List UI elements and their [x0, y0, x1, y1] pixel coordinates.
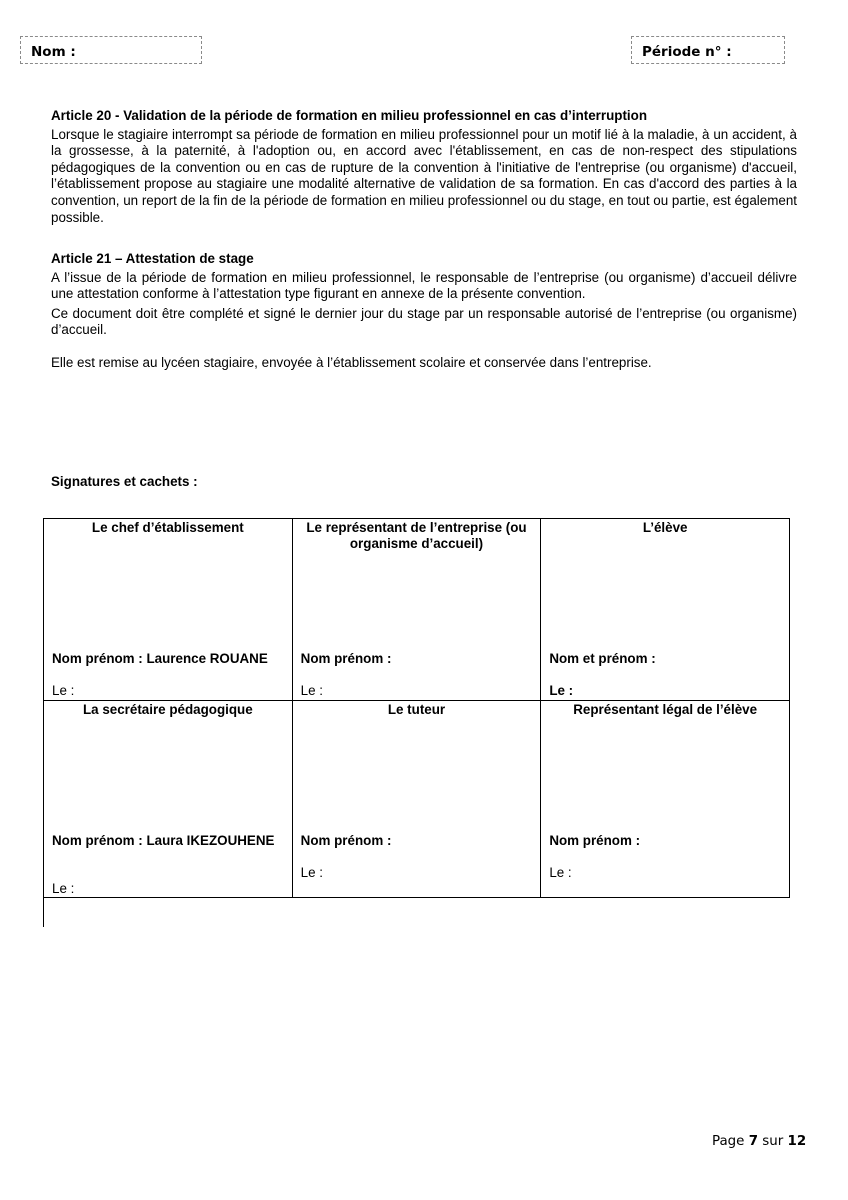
article-21-title: Article 21 – Attestation de stage: [51, 251, 254, 266]
signature-cell-principal[interactable]: [44, 519, 293, 701]
table-divider: [43, 897, 44, 927]
signature-table: [43, 518, 790, 898]
article-21-para-1: A l’issue de la période de formation en milieu professionnel, le responsable de l’entreprise (ou organisme) d’accueil délivre une attestation conforme à l’attestation type figurant en annexe de la présente convention.: [51, 269, 797, 302]
cell-title: Le représentant de l’entreprise (ou organisme d’accueil): [306, 520, 527, 551]
page-label: Page: [712, 1134, 745, 1149]
cell-title: Représentant légal de l’élève: [573, 702, 758, 717]
cell-title: La secrétaire pédagogique: [82, 702, 253, 717]
cell-date-label: Le :: [52, 881, 75, 896]
cell-title: Le tuteur: [387, 702, 446, 717]
article-20-body: Lorsque le stagiaire interrompt sa période de formation en milieu professionnel pour un motif lié à la maladie, à un accident, à la grossesse, à la paternité, à l'adoption ou, en accord avec l'établissement, en cas de non-respect des stipulations pédagogiques de la convention ou en cas de rupture de la convention à l'initiative de l'entreprise (ou organisme) d'accueil, l’établissement propose au stagiaire une modalité alternative de validation de sa formation. En cas d'accord des parties à la convention, un report de la fin de la période de formation en milieu professionnel ou du stage, en tout ou partie, est également possible.: [51, 126, 797, 225]
cell-date-label: Le :: [549, 865, 572, 880]
page-footer: [712, 1134, 806, 1149]
cell-name-label: Nom prénom :: [300, 651, 392, 666]
signature-row: [44, 519, 790, 701]
signature-cell-student[interactable]: [541, 519, 790, 701]
signature-cell-company-representative[interactable]: [292, 519, 541, 701]
cell-date-label: Le :: [52, 683, 75, 698]
name-field[interactable]: [20, 36, 202, 64]
name-label: Nom :: [31, 44, 76, 60]
page-total: 12: [787, 1134, 807, 1149]
cell-title: Le chef d’établissement: [91, 520, 244, 535]
page-number: 7: [748, 1134, 759, 1149]
article-20: [51, 108, 797, 226]
cell-name-label: Nom prénom :: [549, 833, 641, 848]
article-21: [51, 251, 797, 372]
cell-date-label: Le :: [300, 865, 323, 880]
cell-date-label: Le :: [549, 683, 574, 698]
cell-name-label: Nom prénom : Laura IKEZOUHENE: [52, 833, 275, 848]
signature-cell-secretary[interactable]: [44, 701, 293, 898]
signature-cell-legal-guardian[interactable]: [541, 701, 790, 898]
cell-title: L’élève: [642, 520, 688, 535]
cell-name-label: Nom prénom :: [300, 833, 392, 848]
period-field[interactable]: [631, 36, 785, 64]
cell-name-label: Nom et prénom :: [549, 651, 656, 666]
article-21-para-3: Elle est remise au lycéen stagiaire, envoyée à l’établissement scolaire et conservée dans l’entreprise.: [51, 354, 652, 370]
article-20-title: Article 20 - Validation de la période de formation en milieu professionnel en cas d’interruption: [51, 108, 648, 123]
signatures-title: Signatures et cachets :: [51, 474, 198, 489]
cell-date-label: Le :: [300, 683, 323, 698]
article-21-para-2: Ce document doit être complété et signé le dernier jour du stage par un responsable autorisé de l’entreprise (ou organisme) d’accueil.: [51, 305, 797, 338]
period-label: Période n° :: [642, 44, 732, 60]
signature-cell-tutor[interactable]: [292, 701, 541, 898]
signature-row: [44, 701, 790, 898]
cell-name-label: Nom prénom : Laurence ROUANE: [52, 651, 268, 666]
page-of-label: sur: [762, 1134, 784, 1149]
